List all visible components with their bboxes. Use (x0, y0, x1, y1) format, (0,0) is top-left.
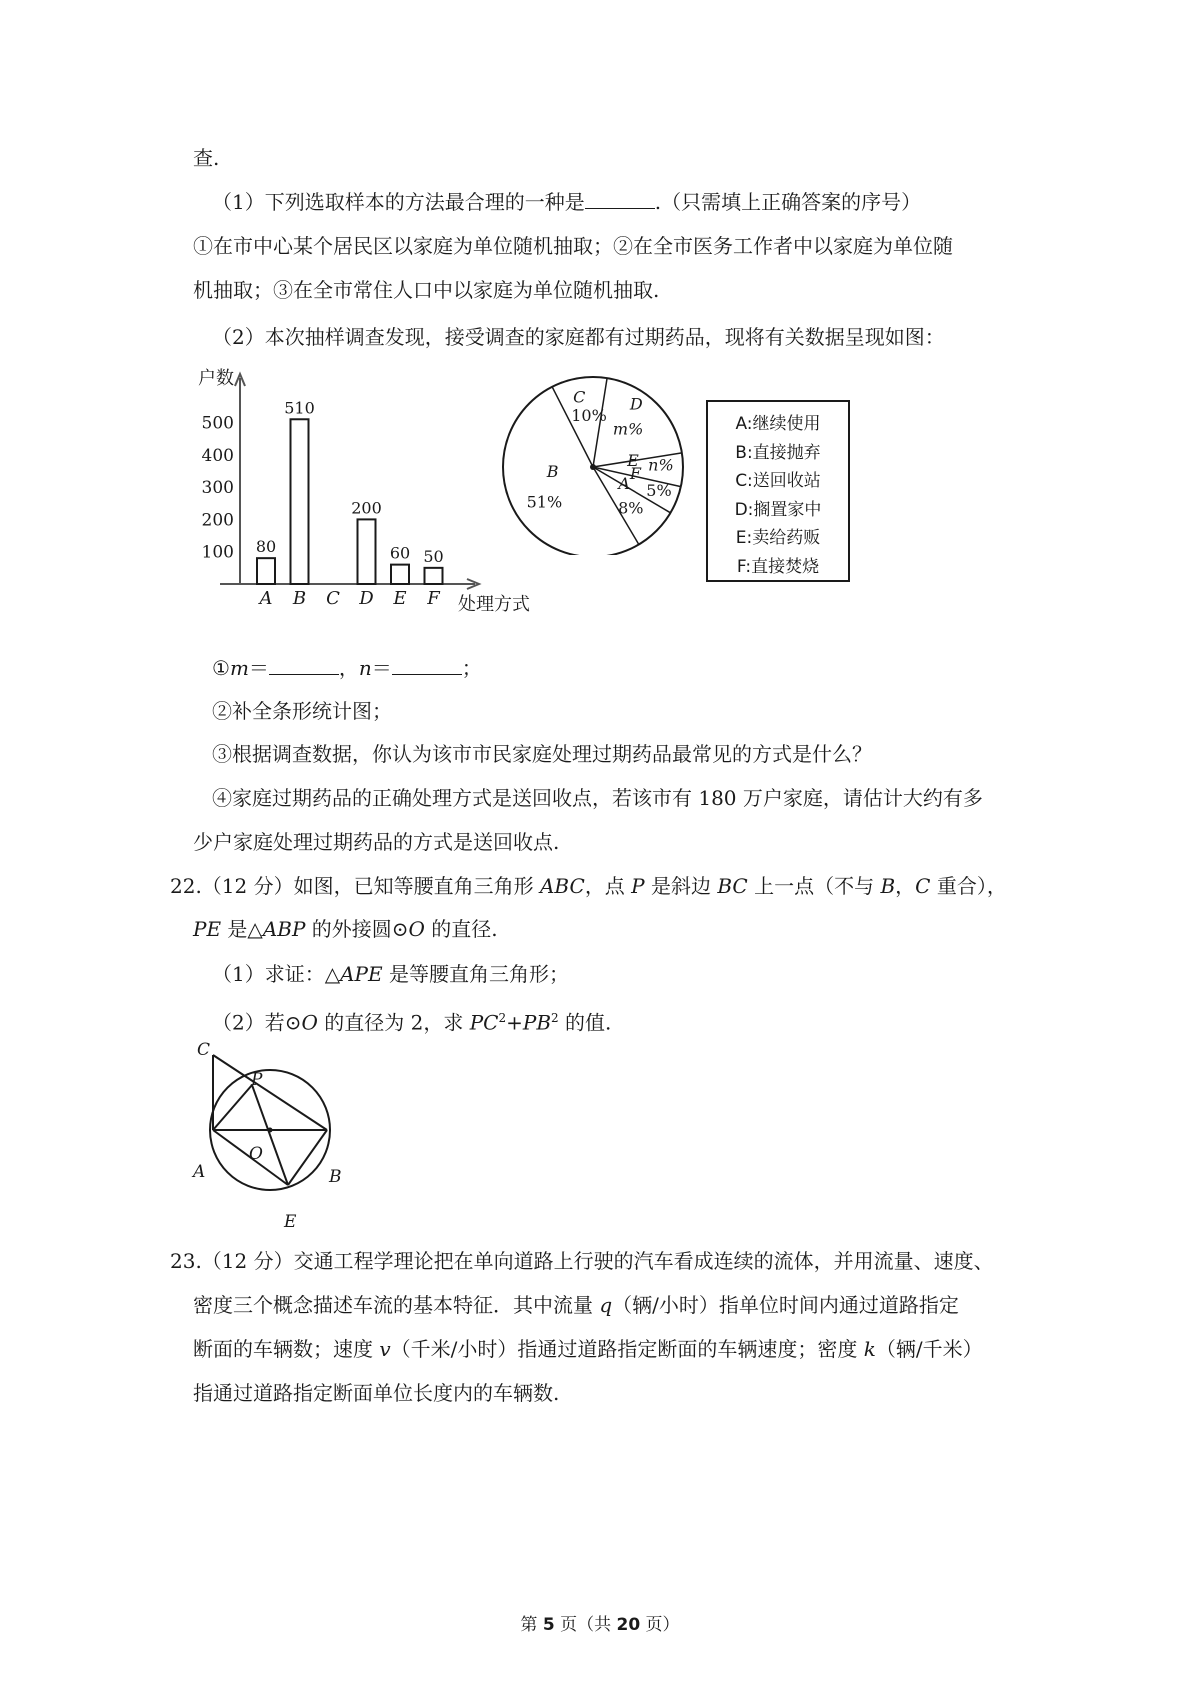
p22-ape: APE (340, 962, 383, 986)
footer-text-3: 页） (640, 1615, 680, 1635)
p22-text-4: 上一点（不与 (747, 874, 881, 898)
p23-q: q (599, 1293, 613, 1317)
semicolon: ； (461, 656, 482, 680)
sub-question-2: ②补全条形统计图； (212, 699, 392, 723)
label-b: B (329, 1167, 342, 1187)
problem-23-line-3 (193, 1335, 983, 1363)
legend-item: D:搁置家中 (734, 499, 822, 520)
y-tick-label: 500 (201, 413, 234, 434)
label-c: C (197, 1040, 211, 1060)
x-tick-label: D (359, 588, 374, 609)
bar-value-label: 60 (389, 543, 411, 563)
sub-question-4-line-1: ④家庭过期药品的正确处理方式是送回收点，若该市有 180 万户家庭，请估计大约有多 (212, 786, 983, 810)
bar-d (358, 519, 376, 584)
pie-slice-pct: 8% (618, 498, 644, 518)
pie-slice-pct: n% (648, 455, 674, 475)
pie-slice-letter: B (546, 462, 559, 482)
problem-22-part-1 (212, 960, 569, 988)
p22-text-5: ， (895, 874, 916, 898)
pie-slice-letter: C (573, 387, 586, 407)
bar-a (257, 558, 275, 584)
p23c-text-2: （千米/小时）指通过道路指定断面的车辆速度；密度 (390, 1337, 864, 1361)
p22d-plus: + (506, 1010, 523, 1035)
comma: ， (338, 656, 359, 680)
question-1-tail: .（只需填上正确答案的序号） (654, 190, 922, 214)
y-tick-label: 300 (201, 478, 234, 499)
question-1 (212, 188, 921, 216)
segment-ap (213, 1085, 252, 1130)
equals-sign: ＝ (248, 656, 269, 680)
var-n: n (358, 656, 372, 680)
var-m: m (229, 656, 249, 680)
p22-text-3: 是斜边 (644, 874, 718, 898)
problem-22-line-1 (170, 872, 1007, 900)
pie-slice-letter: A (618, 473, 630, 493)
pie-slice-pct: 51% (526, 492, 563, 512)
question-1-text: （1）下列选取样本的方法最合理的一种是 (212, 190, 585, 214)
legend-item: A:继续使用 (735, 414, 821, 434)
p22-b: B (880, 874, 896, 898)
label-p: P (251, 1070, 263, 1090)
p22d-o: O (301, 1010, 318, 1035)
x-tick-label: F (427, 588, 440, 609)
pie-slice-pct: 10% (571, 406, 607, 426)
p22d-text-2: 的直径为 2，求 (317, 1010, 470, 1035)
p22-text-1: 22.（12 分）如图，已知等腰直角三角形 (170, 874, 540, 898)
center-point (268, 1128, 273, 1133)
problem-23-line-2 (193, 1291, 959, 1319)
p22-o: O (408, 917, 425, 941)
sub-question-1 (212, 654, 482, 682)
p22d-sup-2: 2 (551, 1011, 559, 1025)
bar-b (291, 419, 309, 584)
p22b-text-2: 的外接圆⊙ (305, 917, 409, 941)
pie-chart (495, 355, 695, 555)
continued-text: 查. (193, 146, 220, 170)
p22b-text-1: 是△ (221, 917, 263, 941)
y-axis-label: 户数 (198, 368, 234, 389)
pie-slice-pct: 5% (646, 480, 672, 500)
p23b-text-2: （辆/小时）指单位时间内通过道路指定 (612, 1293, 959, 1317)
p22-abc: ABC (539, 874, 585, 898)
pie-slice-pct: m% (612, 419, 644, 439)
p22c-text-2: 是等腰直角三角形； (382, 962, 569, 986)
pie-slice-letter: D (629, 394, 643, 414)
legend-item: B:直接抛弃 (735, 442, 821, 463)
footer-page-number: 5 (542, 1615, 555, 1635)
problem-23-line-1: 23.（12 分）交通工程学理论把在单向道路上行驶的汽车看成连续的流体，并用流量、速度、 (170, 1249, 994, 1273)
p22d-text-3: 的值. (558, 1010, 612, 1035)
problem-23-line-4: 指通过道路指定断面单位长度内的车辆数. (193, 1381, 560, 1405)
footer-text-2: 页（共 (554, 1615, 617, 1635)
y-tick-label: 200 (201, 510, 234, 531)
segment-cb (213, 1055, 327, 1130)
answer-blank-n (392, 656, 462, 675)
p22-c: C (915, 874, 931, 898)
legend-item: C:送回收站 (735, 471, 821, 491)
label-o: O (249, 1144, 263, 1164)
sub-question-3: ③根据调查数据，你认为该市市民家庭处理过期药品最常见的方式是什么？ (212, 742, 872, 766)
p22c-text-1: （1）求证：△ (212, 962, 341, 986)
question-2: （2）本次抽样调查发现，接受调查的家庭都有过期药品，现将有关数据呈现如图： (212, 325, 945, 349)
footer-text-1: 第 (520, 1615, 543, 1635)
problem-22-part-2 (212, 1004, 611, 1037)
p22d-pc: PC (469, 1010, 499, 1035)
pie-center (590, 464, 596, 470)
p22-text-2: ，点 (584, 874, 632, 898)
p22-p: P (631, 874, 645, 898)
x-tick-label: E (393, 588, 407, 609)
p22d-text-1: （2）若⊙ (212, 1010, 302, 1035)
label-a: A (193, 1162, 206, 1182)
pie-legend (706, 400, 850, 582)
x-tick-label: A (259, 588, 273, 609)
p22-abp: ABP (262, 917, 306, 941)
y-tick-label: 400 (201, 445, 234, 466)
x-axis-label: 处理方式 (458, 594, 530, 615)
p22-text-6: 重合）， (930, 874, 1007, 898)
p22d-pb: PB (522, 1010, 552, 1035)
options-line-1: ①在市中心某个居民区以家庭为单位随机抽取；②在全市医务工作者中以家庭为单位随 (193, 234, 953, 258)
p23-v: v (379, 1337, 391, 1361)
y-tick-label: 100 (201, 542, 234, 563)
p22-pe: PE (193, 917, 222, 941)
p23b-text-1: 密度三个概念描述车流的基本特征．其中流量 (193, 1293, 600, 1317)
p23c-text-1: 断面的车辆数；速度 (193, 1337, 380, 1361)
circled-1: ① (212, 656, 230, 680)
pie-slice-letter: F (629, 463, 641, 483)
pie-slice-letter: E (627, 451, 639, 471)
footer-total-pages: 20 (616, 1615, 641, 1635)
page-footer (0, 1610, 1200, 1635)
bar-value-label: 50 (423, 546, 444, 566)
options-line-2: 机抽取；③在全市常住人口中以家庭为单位随机抽取. (193, 278, 660, 302)
answer-blank-1 (585, 190, 655, 209)
bar-e (391, 565, 409, 584)
bar-value-label: 510 (284, 398, 315, 418)
p22-bc: BC (717, 874, 748, 898)
answer-blank-m (269, 656, 339, 675)
bar-value-label: 200 (351, 498, 382, 518)
sub-question-4-line-2: 少户家庭处理过期药品的方式是送回收点. (193, 830, 560, 854)
legend-item: E:卖给药贩 (735, 528, 821, 548)
label-e: E (284, 1212, 297, 1232)
equals-sign-2: ＝ (371, 656, 392, 680)
p22b-text-3: 的直径. (424, 917, 498, 941)
p23-k: k (863, 1337, 876, 1361)
geometry-figure (185, 1035, 355, 1235)
x-tick-label: B (292, 588, 307, 609)
p23c-text-3: （辆/千米） (875, 1337, 983, 1361)
p22d-sup-1: 2 (498, 1011, 507, 1025)
problem-22-line-2 (193, 915, 498, 943)
bar-value-label: 80 (255, 537, 277, 557)
legend-item: F:直接焚烧 (736, 556, 820, 577)
x-tick-label: C (326, 588, 340, 609)
bar-f (425, 568, 443, 584)
